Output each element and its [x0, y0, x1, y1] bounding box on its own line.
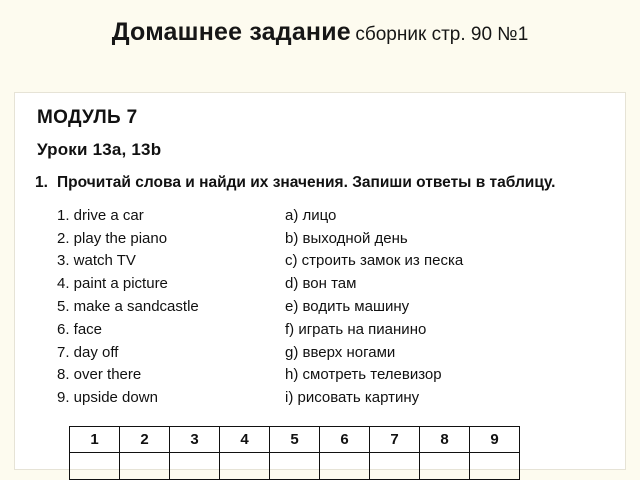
- list-item: 1. drive a car: [57, 206, 144, 224]
- table-answer-cell: [470, 453, 520, 480]
- table-answer-cell: [420, 453, 470, 480]
- task-text: Прочитай слова и найди их значения. Запиши ответы в таблицу.: [57, 174, 556, 191]
- list-item: h) смотреть телевизор: [285, 366, 442, 384]
- table-header-cell: 8: [420, 427, 470, 453]
- task-number: 1.: [35, 174, 48, 191]
- list-item: d) вон там: [285, 275, 357, 293]
- table-answer-cell: [370, 453, 420, 480]
- table-header-cell: 2: [120, 427, 170, 453]
- list-item: 6. face: [57, 320, 103, 338]
- table-header-cell: 1: [70, 427, 120, 453]
- list-item: c) строить замок из песка: [285, 252, 464, 270]
- list-item: e) водить машину: [285, 298, 410, 316]
- answer-table: [69, 426, 520, 480]
- meanings-column: [285, 205, 609, 410]
- list-item: a) лицо: [285, 206, 337, 224]
- lessons-heading: Уроки 13a, 13b: [37, 140, 162, 159]
- page-title-sub: сборник стр. 90 №1: [355, 24, 529, 45]
- page-title: [0, 0, 640, 48]
- table-header-cell: 9: [470, 427, 520, 453]
- list-item: 2. play the piano: [57, 229, 168, 247]
- list-item: i) рисовать картину: [285, 389, 420, 407]
- list-item: g) вверх ногами: [285, 343, 396, 361]
- table-answer-cell: [270, 453, 320, 480]
- worksheet-image: [14, 92, 626, 470]
- exercise-columns: [57, 205, 609, 410]
- table-answer-cell: [320, 453, 370, 480]
- list-item: 7. day off: [57, 343, 119, 361]
- page-title-main: Домашнее задание: [111, 18, 351, 46]
- list-item: 4. paint a picture: [57, 275, 168, 293]
- list-item: 8. over there: [57, 366, 142, 384]
- list-item: 9. upside down: [57, 389, 158, 407]
- table-header-cell: 4: [220, 427, 270, 453]
- table-row: [70, 427, 520, 453]
- table-answer-cell: [70, 453, 120, 480]
- words-column: [57, 205, 285, 410]
- table-header-cell: 6: [320, 427, 370, 453]
- list-item: f) играть на пианино: [285, 320, 427, 338]
- table-answer-cell: [220, 453, 270, 480]
- table-row: [70, 453, 520, 480]
- table-header-cell: 7: [370, 427, 420, 453]
- table-header-cell: 3: [170, 427, 220, 453]
- task-instruction: [35, 173, 609, 193]
- table-answer-cell: [120, 453, 170, 480]
- module-heading: МОДУЛЬ 7: [37, 107, 138, 128]
- list-item: 3. watch TV: [57, 252, 136, 270]
- table-answer-cell: [170, 453, 220, 480]
- list-item: 5. make a sandcastle: [57, 298, 199, 316]
- table-header-cell: 5: [270, 427, 320, 453]
- list-item: b) выходной день: [285, 229, 408, 247]
